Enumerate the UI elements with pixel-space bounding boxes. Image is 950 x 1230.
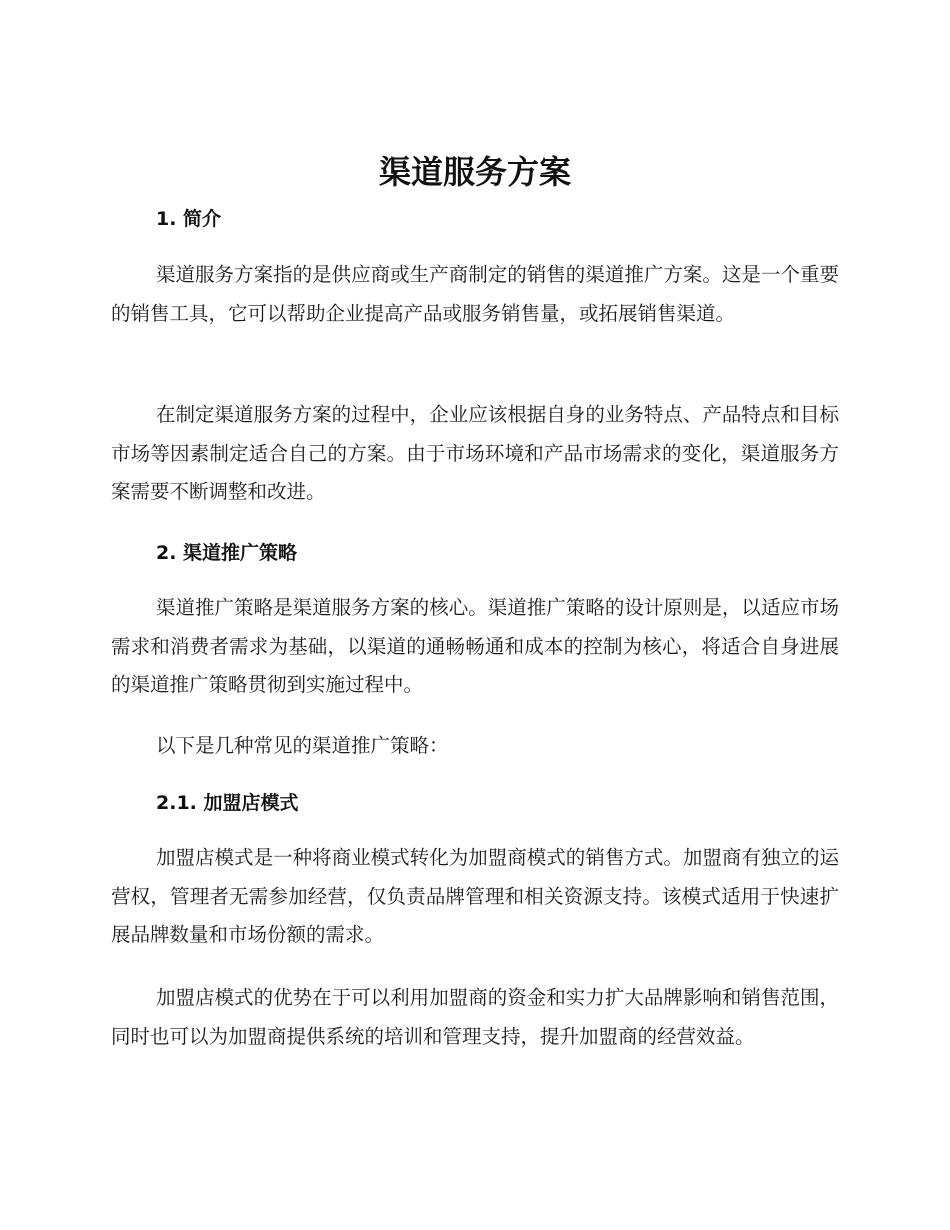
section-heading-intro: 1. 简介 (156, 208, 222, 230)
section-heading-franchise: 2.1. 加盟店模式 (156, 792, 299, 814)
paragraph-franchise-1: 加盟店模式是一种将商业模式转化为加盟商模式的销售方式。加盟商有独立的运营权，管理者无需参加经营，仅负责品牌管理和相关资源支持。该模式适用于快速扩展品牌数量和市场份额的需求。 (111, 846, 839, 946)
paragraph-intro-1: 渠道服务方案指的是供应商或生产商制定的销售的渠道推广方案。这是一个重要的销售工具，它可以帮助企业提高产品或服务销售量，或拓展销售渠道。 (111, 263, 839, 325)
document-title: 渠道服务方案 (378, 153, 571, 191)
paragraph-strategy-1: 渠道推广策略是渠道服务方案的核心。渠道推广策略的设计原则是，以适应市场需求和消费者需求为基础，以渠道的通畅畅通和成本的控制为核心，将适合自身进展的渠道推广策略贯彻到实施过程中。 (111, 596, 839, 696)
paragraph-strategy-2: 以下是几种常见的渠道推广策略： (156, 734, 449, 757)
paragraph-franchise-2: 加盟店模式的优势在于可以利用加盟商的资金和实力扩大品牌影响和销售范围，同时也可以为加盟商提供系统的培训和管理支持，提升加盟商的经营效益。 (111, 986, 839, 1048)
section-heading-strategy: 2. 渠道推广策略 (156, 542, 298, 564)
paragraph-intro-2: 在制定渠道服务方案的过程中，企业应该根据自身的业务特点、产品特点和目标市场等因素制定适合自己的方案。由于市场环境和产品市场需求的变化，渠道服务方案需要不断调整和改进。 (111, 403, 839, 503)
